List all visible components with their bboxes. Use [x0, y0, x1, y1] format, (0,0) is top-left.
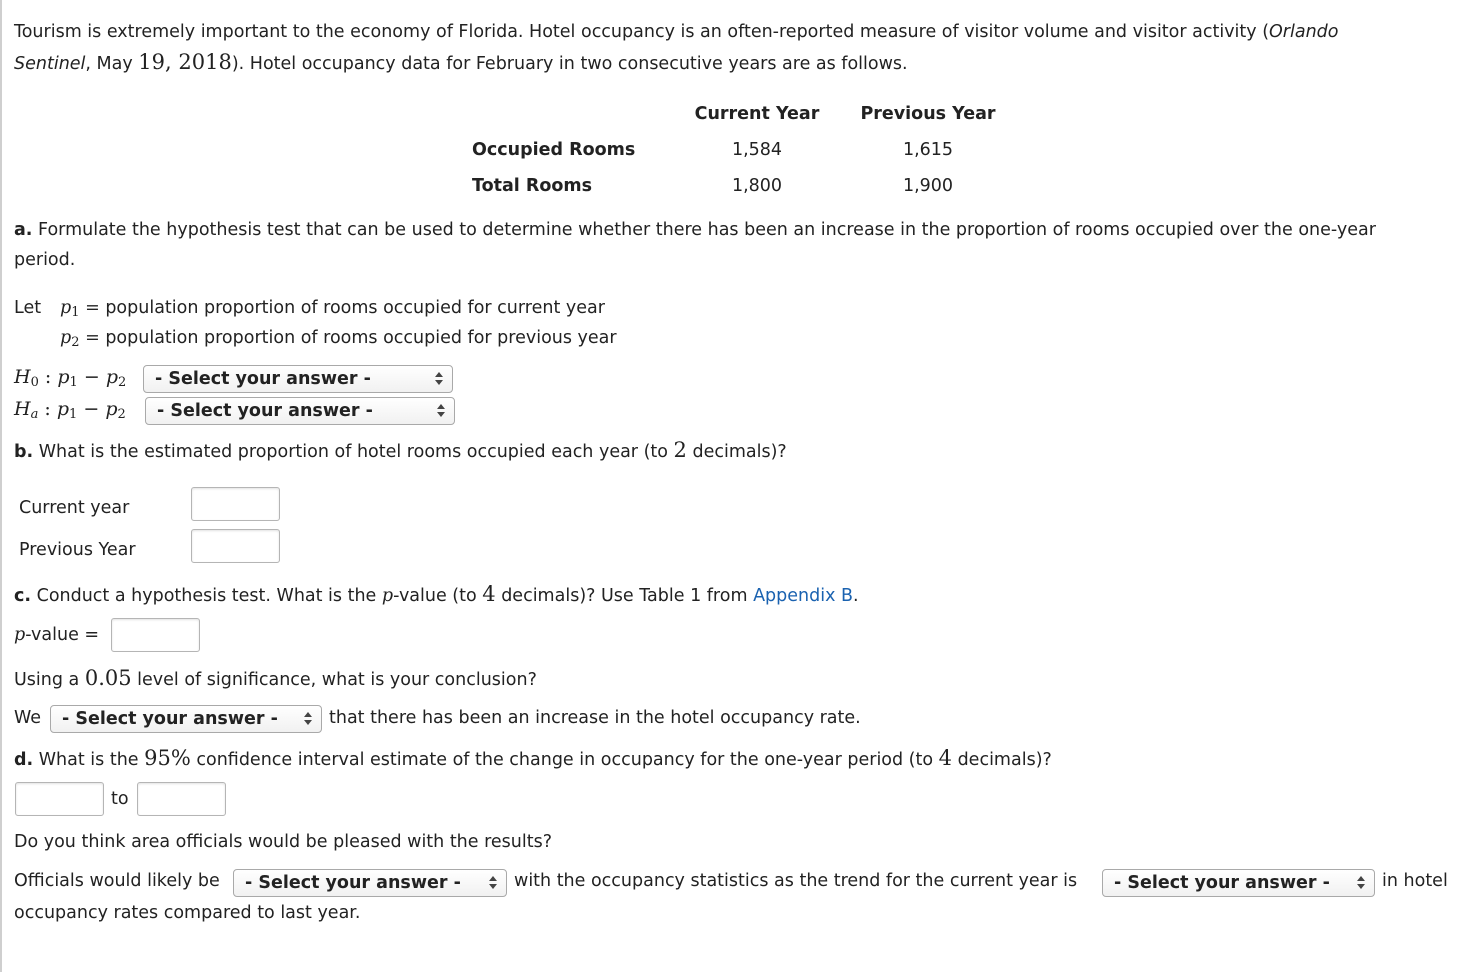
significance-question: Using a 0.05 level of significance, what is your conclusion? — [14, 666, 537, 690]
table-row-label-total: Total Rooms — [472, 176, 593, 196]
ci-upper-input[interactable] — [137, 782, 226, 816]
select-arrows-icon — [304, 711, 312, 727]
h0-expression: H0 : p1 − p2 — [14, 366, 127, 390]
part-c-question: c. Conduct a hypothesis test. What is the p-value (to 4 decimals)? Use Table 1 from Appendix B. — [14, 582, 859, 606]
current-year-label: Current year — [19, 498, 130, 518]
table-cell-total-current: 1,800 — [731, 176, 783, 196]
select-arrows-icon — [435, 371, 443, 387]
previous-year-label: Previous Year — [19, 540, 136, 560]
part-d-question: d. What is the 95% confidence interval estimate of the change in occupancy for the one-year period (to 4 decimals)? — [14, 746, 1052, 770]
table-row-label-occupied: Occupied Rooms — [472, 140, 636, 160]
trend-select[interactable] — [1102, 869, 1375, 897]
officials-text-2: with the occupancy statistics as the trend for the current year is — [514, 871, 1078, 891]
officials-text-4: occupancy rates compared to last year. — [14, 903, 361, 923]
p1-definition: p1 = population proportion of rooms occupied for current year — [60, 298, 605, 320]
part-a-question-line-1: a. Formulate the hypothesis test that can be used to determine whether there has been an increase in the proportion of rooms occupied over the one-year — [14, 220, 1376, 240]
select-arrows-icon — [437, 403, 445, 419]
conclusion-select-value: - Select your answer - — [62, 709, 278, 729]
table-cell-occupied-current: 1,584 — [731, 140, 783, 160]
ha-select[interactable] — [145, 397, 455, 425]
officials-text-3: in hotel — [1382, 871, 1448, 891]
intro-line-1: Tourism is extremely important to the economy of Florida. Hotel occupancy is an often-reported measure of visitor volume and visitor activity (Orlando — [14, 22, 1339, 42]
ha-select-value: - Select your answer - — [157, 401, 373, 421]
p-value-input[interactable] — [111, 618, 200, 652]
conclusion-tail-text: that there has been an increase in the hotel occupancy rate. — [329, 708, 861, 728]
appendix-b-link[interactable]: Appendix B — [753, 586, 854, 606]
officials-text-1: Officials would likely be — [14, 871, 220, 891]
conclusion-select[interactable] — [50, 705, 322, 733]
part-b-question: b. What is the estimated proportion of hotel rooms occupied each year (to 2 decimals)? — [14, 438, 787, 462]
we-label: We — [14, 708, 42, 728]
p2-definition: p2 = population proportion of rooms occupied for previous year — [60, 328, 617, 350]
table-cell-total-previous: 1,900 — [902, 176, 954, 196]
let-label: Let — [14, 298, 42, 318]
current-year-proportion-input[interactable] — [191, 487, 280, 521]
intro-line-2: Sentinel, May 19, 2018). Hotel occupancy data for February in two consecutive years are as follows. — [14, 50, 908, 74]
pleased-select-value: - Select your answer - — [245, 873, 461, 893]
table-header-current-year: Current Year — [694, 104, 820, 124]
table-cell-occupied-previous: 1,615 — [902, 140, 954, 160]
ci-lower-input[interactable] — [15, 782, 104, 816]
h0-select[interactable] — [143, 365, 453, 393]
h0-select-value: - Select your answer - — [155, 369, 371, 389]
trend-select-value: - Select your answer - — [1114, 873, 1330, 893]
part-a-question-line-2: period. — [14, 250, 76, 270]
p-value-label: p-value = — [14, 625, 100, 645]
select-arrows-icon — [489, 875, 497, 891]
pleased-select[interactable] — [233, 869, 507, 897]
table-header-previous-year: Previous Year — [860, 104, 996, 124]
select-arrows-icon — [1357, 875, 1365, 891]
previous-year-proportion-input[interactable] — [191, 529, 280, 563]
ha-expression: Ha : p1 − p2 — [14, 398, 126, 422]
officials-question: Do you think area officials would be pleased with the results? — [14, 832, 553, 852]
ci-to-label: to — [111, 789, 129, 809]
